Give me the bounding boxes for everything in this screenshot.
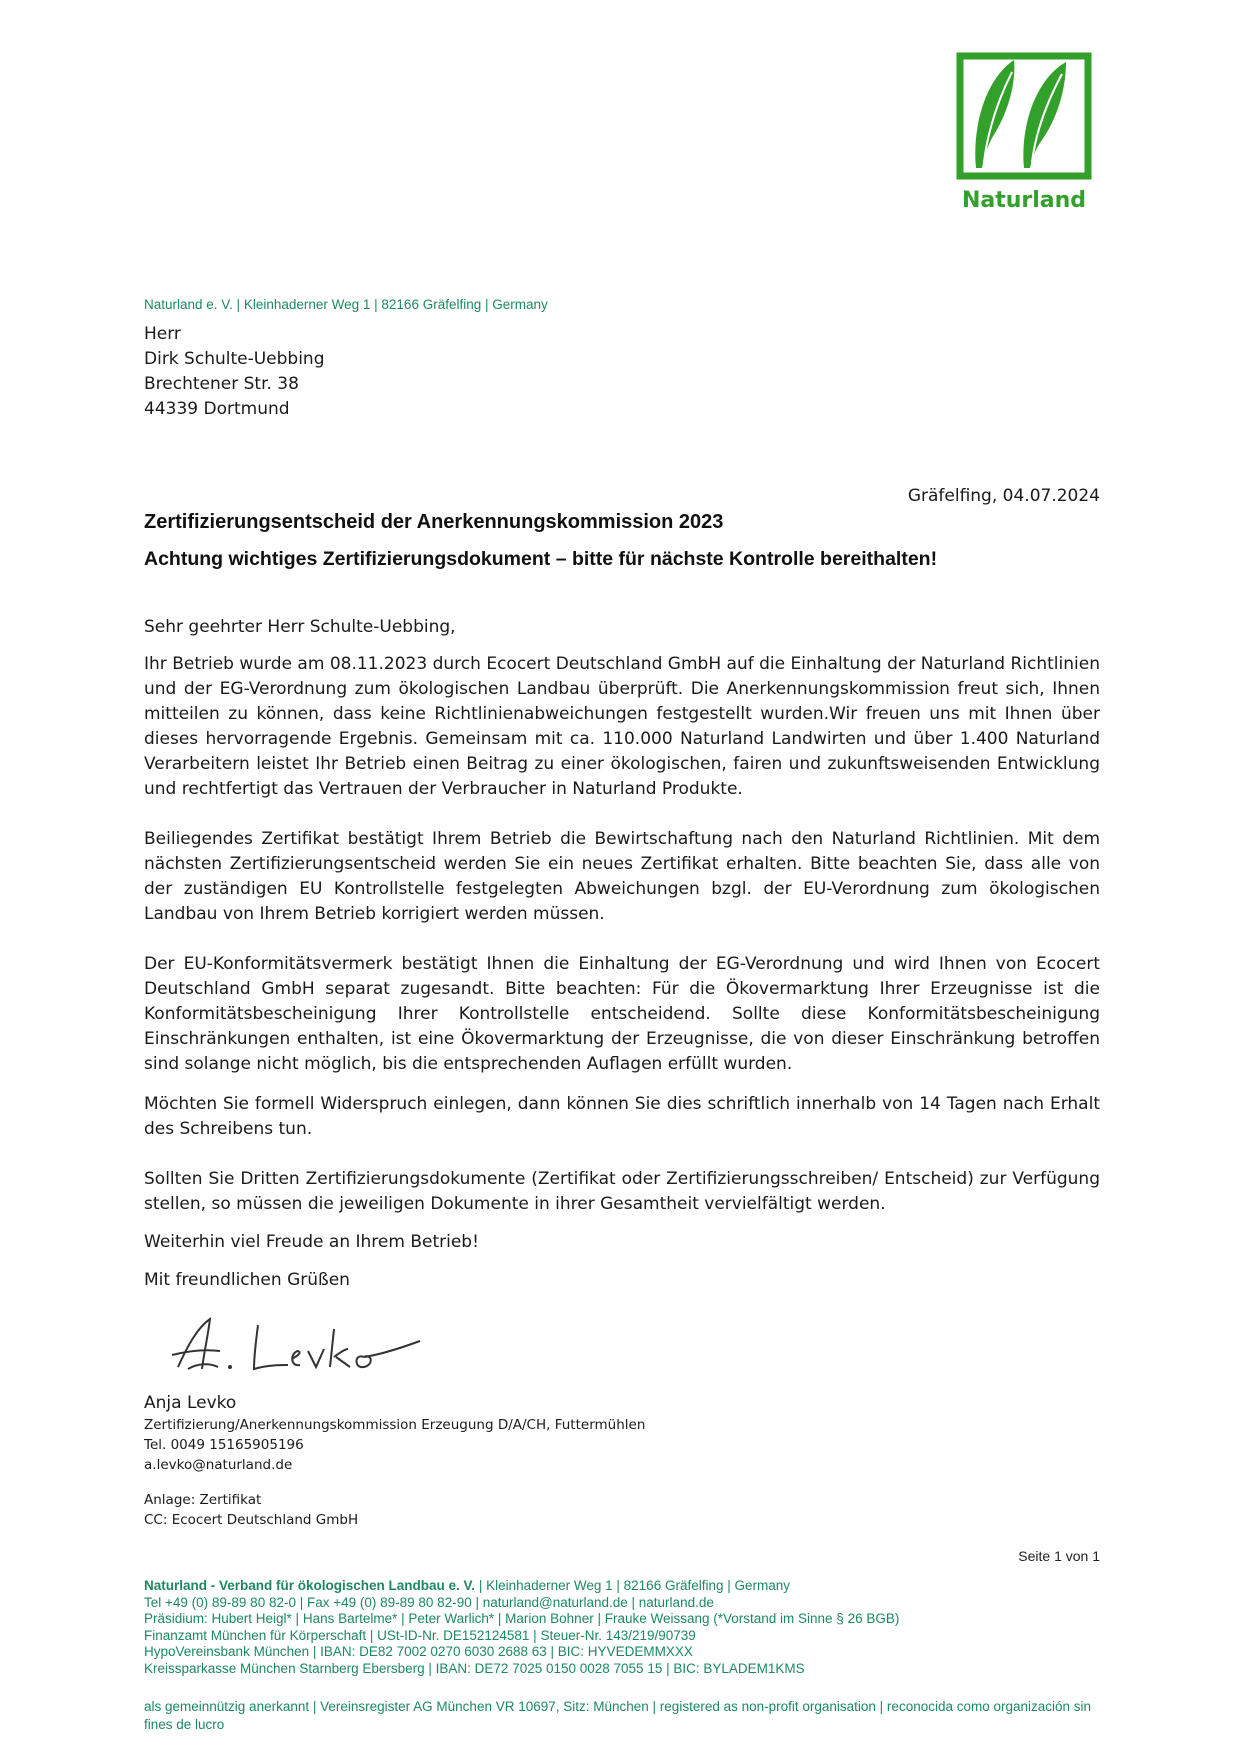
footer-line: Finanzamt München für Körperschaft | USt-ID-Nr. DE152124581 | Steuer-Nr. 143/219/90739 [144, 1627, 696, 1643]
letter-title: Zertifizierungsentscheid der Anerkennungskommission 2023 [144, 511, 724, 533]
footer-org-address: | Kleinhaderner Weg 1 | 82166 Gräfelfing | Germany [475, 1578, 791, 1593]
recipient-address [144, 322, 325, 422]
attachment-line: Anlage: Zertifikat [144, 1492, 262, 1508]
signer-phone: Tel. 0049 15165905196 [144, 1437, 304, 1453]
signer-role: Zertifizierung/Anerkennungskommission Erzeugung D/A/CH, Futtermühlen [144, 1417, 646, 1433]
naturland-logo [954, 50, 1094, 216]
letter-date: Gräfelfing, 04.07.2024 [907, 486, 1100, 506]
letter-subtitle: Achtung wichtiges Zertifizierungsdokument – bitte für nächste Kontrolle bereithalten! [144, 548, 938, 570]
body-paragraph: Sollten Sie Dritten Zertifizierungsdokumente (Zertifikat oder Zertifizierungsschreiben/ Entscheid) zur Verfügung stellen, so müssen die jeweiligen Dokumente in ihrer Gesamtheit vervielfältigt werden. [144, 1169, 1100, 1214]
body-paragraph: Beiliegendes Zertifikat bestätigt Ihrem Betrieb die Bewirtschaftung nach den Naturland Richtlinien. Mit dem nächsten Zertifizierungsentscheid werden Sie ein neues Zertifikat erhalten. Bitte beachten Sie, dass alle von der zuständigen EU Kontrollstelle festgelegten Abweichungen bzgl. der EU-Verordnung zum ökologischen Landbau von Ihrem Betrieb korrigiert werden müssen. [144, 829, 1100, 924]
footer-line: Tel +49 (0) 89-89 80 82-0 | Fax +49 (0) 89-89 80 82-90 | naturland@naturland.de | naturland.de [144, 1594, 714, 1610]
recipient-line: Brechtener Str. 38 [144, 374, 299, 394]
footer-line: HypoVereinsbank München | IBAN: DE82 7002 0270 6030 2688 63 | BIC: HYVEDEMMXXX [144, 1644, 693, 1659]
footer [144, 1578, 1124, 1677]
footer-line: Präsidium: Hubert Heigl* | Hans Bartelme* | Peter Warlich* | Marion Bohner | Frauke Weissang (*Vorstand im Sinne § 26 BGB) [144, 1611, 900, 1626]
footer-line: Kreissparkasse München Starnberg Ebersberg | IBAN: DE72 7025 0150 0028 7055 15 | BIC: BYLADEM1KMS [144, 1660, 805, 1676]
footer-org-line [144, 1578, 1124, 1595]
salutation: Sehr geehrter Herr Schulte-Uebbing, [144, 617, 456, 637]
footer-org-name: Naturland - Verband für ökologischen Landbau e. V. [144, 1578, 476, 1593]
recipient-line: Herr [144, 324, 181, 344]
closing-wish: Weiterhin viel Freude an Ihrem Betrieb! [144, 1232, 479, 1252]
recipient-line: 44339 Dortmund [144, 399, 290, 419]
footer-note: als gemeinnützig anerkannt | Vereinsregister AG München VR 10697, Sitz: München | registered as non-profit organisation | reconocida como organización sin fines de lucro [144, 1699, 1092, 1732]
recipient-line: Dirk Schulte-Uebbing [144, 349, 325, 369]
logo-text: Naturland [961, 188, 1087, 213]
body-paragraph: Der EU-Konformitätsvermerk bestätigt Ihnen die Einhaltung der EG-Verordnung und wird Ihnen von Ecocert Deutschland GmbH separat zugesandt. Bitte beachten: Für die Ökovermarktung Ihrer Erzeugnisse ist die Konformitätsbescheinigung Ihrer Kontrollstelle entscheidend. Sollte diese Konformitätsbescheinigung Einschränkungen enthalten, ist eine Ökovermarktung der Erzeugnisse, die von dieser Einschränkung betroffen sind solange nicht möglich, bis die entsprechenden Auflagen erfüllt wurden. [144, 954, 1100, 1074]
signer-name: Anja Levko [144, 1393, 237, 1413]
body-paragraph: Ihr Betrieb wurde am 08.11.2023 durch Ecocert Deutschland GmbH auf die Einhaltung der Naturland Richtlinien und der EG-Verordnung zum ökologischen Landbau überprüft. Die Anerkennungskommission freut sich, Ihnen mitteilen zu können, dass keine Richtlinienabweichungen festgestellt wurden.Wir freuen uns mit Ihnen über dieses hervorragende Ergebnis. Gemeinsam mit ca. 110.000 Naturland Landwirten und über 1.400 Naturland Verarbeitern leistet Ihr Betrieb einen Beitrag zu einer ökologischen, fairen und zukunftsweisenden Entwicklung und rechtfertigt das Vertrauen der Verbraucher in Naturland Produkte. [144, 654, 1100, 799]
cc-line: CC: Ecocert Deutschland GmbH [144, 1512, 359, 1528]
page-number: Seite 1 von 1 [1018, 1548, 1100, 1564]
body-paragraph: Möchten Sie formell Widerspruch einlegen, dann können Sie dies schriftlich innerhalb von 14 Tagen nach Erhalt des Schreibens tun. [144, 1094, 1100, 1139]
sender-line: Naturland e. V. | Kleinhaderner Weg 1 | 82166 Gräfelfing | Germany [144, 297, 548, 312]
handwritten-signature [158, 1305, 428, 1387]
closing-greeting: Mit freundlichen Grüßen [144, 1270, 350, 1290]
signer-email[interactable]: a.levko@naturland.de [144, 1457, 293, 1473]
